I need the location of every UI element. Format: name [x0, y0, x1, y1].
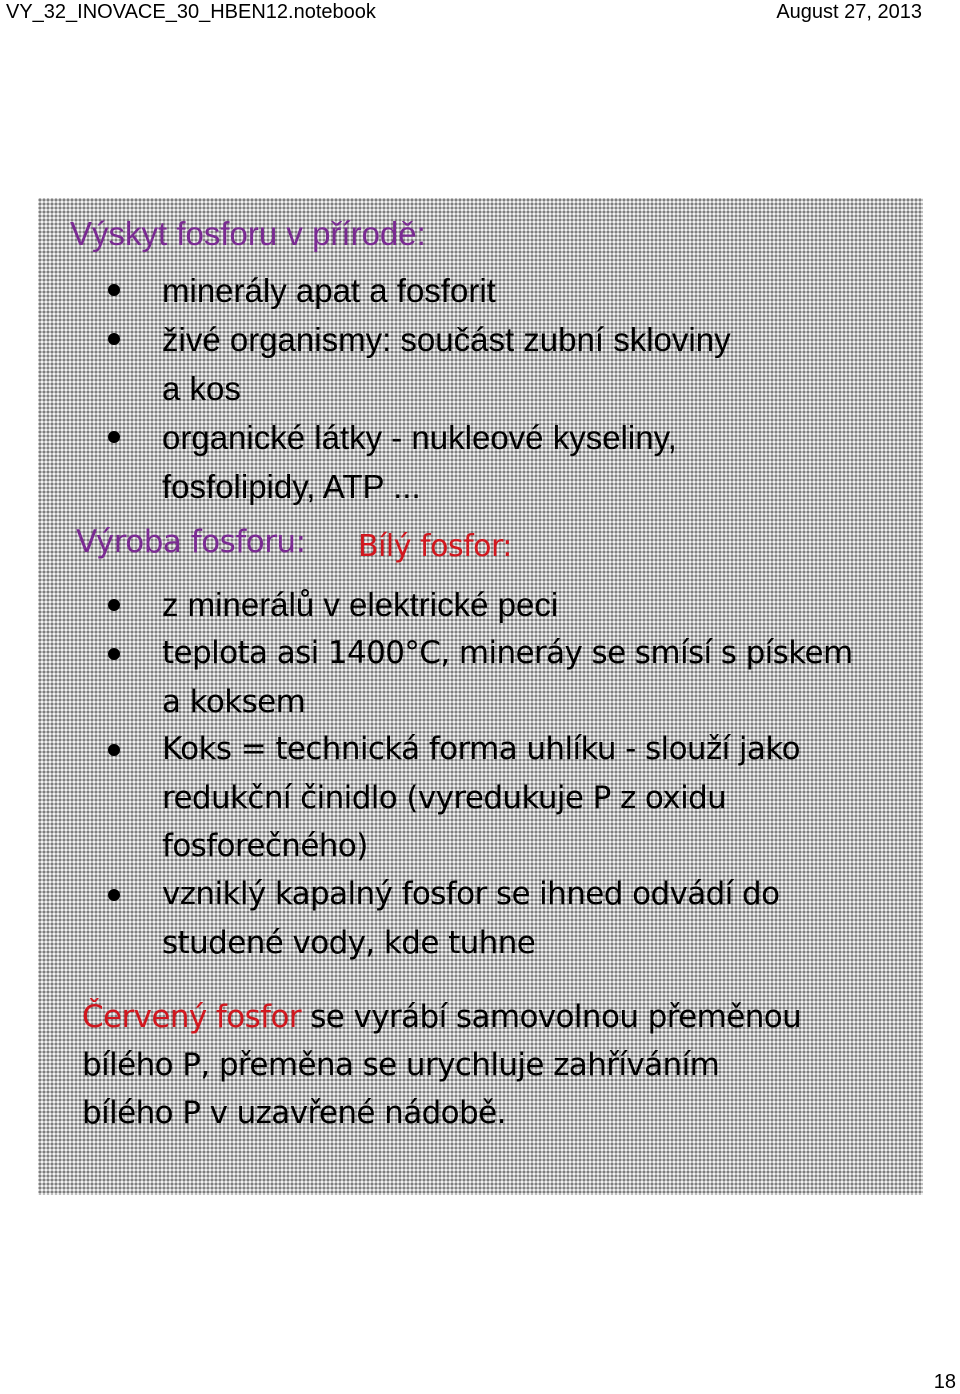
red-phosphorus-paragraph — [82, 993, 912, 1137]
production-item-3: Koks = technická forma uhlíku - slouží jako redukční činidlo (vyredukuje P z oxidu fosforečného) — [162, 731, 800, 864]
bullet-icon — [108, 648, 120, 660]
occurrence-item-2: živé organismy: součást zubní skloviny a kos — [162, 321, 731, 407]
red-phosphorus-line-1-rest: se vyrábí samovolnou přeměnou — [300, 999, 802, 1035]
production-item-4: vzniklý kapalný fosfor se ihned odvádí do studené vody, kde tuhne — [162, 876, 780, 961]
red-phosphorus-line-1 — [82, 993, 912, 1041]
occurrence-item-1: minerály apat a fosforit — [162, 272, 496, 309]
red-phosphorus-term: Červený fosfor — [82, 999, 301, 1035]
page-number: 18 — [933, 1371, 956, 1393]
occurrence-heading: Výskyt fosforu v přírodě: — [70, 215, 426, 252]
production-item-1: z minerálů v elektrické peci — [162, 586, 559, 623]
production-heading: Výroba fosforu: — [76, 524, 306, 560]
bullet-icon — [108, 333, 120, 345]
bullet-icon — [108, 284, 120, 296]
red-phosphorus-line-2: bílého P, přeměna se urychluje zahříváním — [82, 1047, 720, 1083]
white-phosphorus-heading: Bílý fosfor: — [358, 529, 512, 564]
notebook-filename: VY_32_INOVACE_30_HBEN12.notebook — [6, 1, 376, 23]
bullet-icon — [108, 889, 120, 901]
bullet-icon — [108, 599, 120, 611]
red-phosphorus-line-3: bílého P v uzavřené nádobě. — [82, 1095, 506, 1131]
bullet-icon — [108, 744, 120, 756]
notebook-date: August 27, 2013 — [776, 1, 922, 23]
bullet-icon — [108, 431, 120, 443]
production-item-2: teplota asi 1400°C, mineráy se smísí s pískem a koksem — [162, 635, 853, 720]
occurrence-item-3: organické látky - nukleové kyseliny, fosfolipidy, ATP ... — [162, 419, 677, 505]
